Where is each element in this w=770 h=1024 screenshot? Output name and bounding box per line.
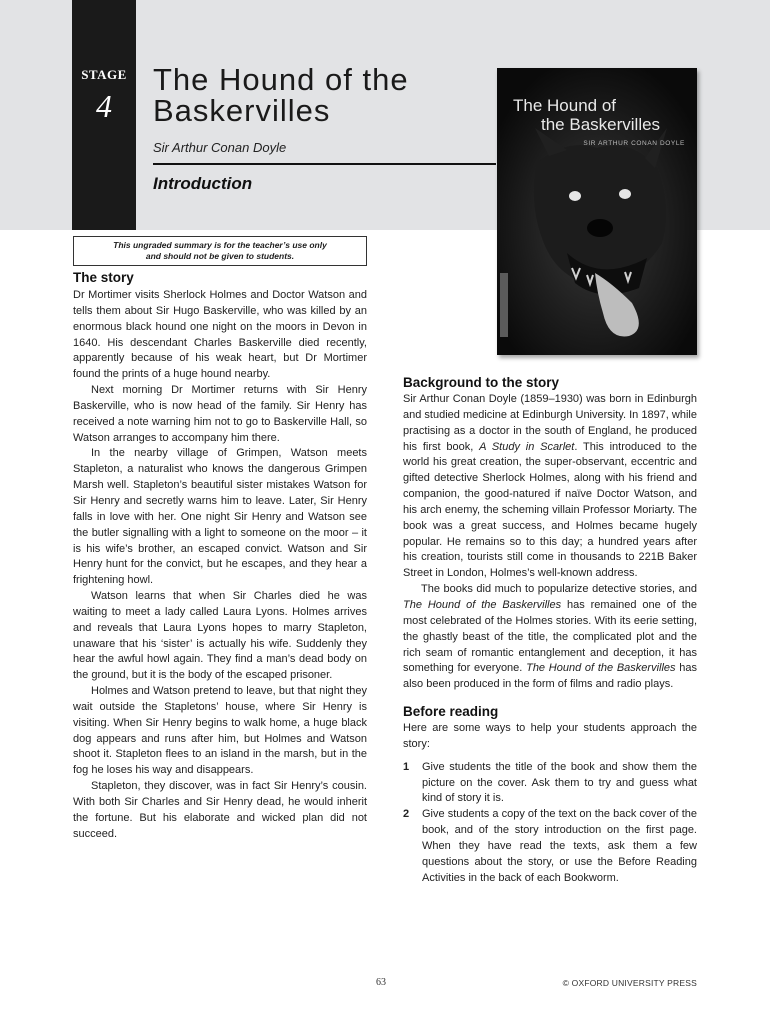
cover-spine-logo: [500, 273, 508, 337]
cover-author: SIR ARTHUR CONAN DOYLE: [583, 140, 685, 147]
book-title-italic-1: The Hound of the Baskervilles: [403, 598, 562, 611]
cover-title: [513, 96, 660, 134]
book-author: Sir Arthur Conan Doyle: [153, 140, 287, 155]
story-paragraph-2: Next morning Dr Mortimer returns with Sir Henry Baskerville, who is now head of the family. Sir Henry has received a note warning him not to go to Baskerville Hall, so Watson arranges to accompany him there.: [73, 384, 367, 444]
list-item-text: Give students the title of the book and show them the picture on the cover. Ask them to try and guess what kind of story it is.: [422, 760, 697, 805]
book-title: The Hound of the Baskervilles: [153, 62, 409, 128]
before-reading-heading: Before reading: [403, 704, 499, 720]
before-reading-intro: Here are some ways to help your students approach the story:: [403, 722, 697, 750]
book-title-a-study-in-scarlet: A Study in Scarlet: [479, 440, 575, 453]
list-item-number: 1: [403, 760, 410, 773]
background-p1-text-a: Sir Arthur Conan Doyle (1859–1930) was born in Edinburgh and studied medicine at Edinburgh University. In 1897, while practising as a doctor in the south of England, he produced his first book,: [403, 393, 697, 453]
story-paragraph-6: Stapleton, they discover, was in fact Sir Henry’s cousin. With both Sir Charles and Sir Henry dead, he would inherit the fortune. But his elaborate and wicked plan did not succeed.: [73, 780, 367, 840]
story-column: [73, 270, 367, 843]
before-reading-list: [403, 760, 697, 887]
stage-tab: [72, 0, 136, 230]
list-item: [403, 760, 697, 808]
title-rule: [153, 163, 496, 165]
book-cover-image: [497, 68, 697, 355]
notice-line-1: This ungraded summary is for the teacher’s use only: [113, 240, 327, 250]
teacher-notice: [73, 236, 367, 266]
book-title-italic-2: The Hound of the Baskervilles: [526, 662, 676, 675]
cover-title-line1: The Hound of: [513, 96, 617, 115]
list-item-number: 2: [403, 808, 410, 821]
background-p2-text-b: has remained one of the most celebrated of the Holmes stories. With its eerie setting, the ghastly beast of the title, the complicated plot and the rich seam of romantic entanglement and deception, it has something for everyone.: [403, 598, 697, 675]
stage-number: 4: [96, 88, 112, 124]
story-paragraph-1: Dr Mortimer visits Sherlock Holmes and Doctor Watson and tells them about Sir Hugo Baskerville, who was killed by an enormous black hound one night on the moors in Devon in 1640. His descendant Charles Baskerville died recently, apparently because of his weak heart, but Dr Mortimer found the prints of a huge hound nearby.: [73, 289, 367, 381]
list-item-text: Give students a copy of the text on the back cover of the book, and of the story introduction on the first page. When they have read the texts, ask them a few questions about the story, or use the Before Reading Activities in the back of each Bookworm.: [422, 808, 697, 884]
background-p2-text-a: The books did much to popularize detective stories, and: [421, 583, 697, 596]
background-p2-text-c: has also been produced in the form of films and radio plays.: [403, 662, 697, 691]
background-p1-text-b: . This introduced to the world his great creation, the super-observant, eccentric and gifted detective Sherlock Holmes, along with his friend and companion, the good-natured if naïve Doctor Watson, and his arch enemy, the scheming villain Professor Moriarty. The book was a great success, and Holmes became hugely popular. He remains so to this day; a hundred years after his creation, tourists still come in thousands to 221B Baker Street in London, Holmes’s well-known address.: [403, 440, 698, 580]
background-heading: Background to the story: [403, 375, 560, 390]
story-paragraph-5: Holmes and Watson pretend to leave, but that night they wait outside the Stapletons’ house, where Sir Henry is visiting. When Sir Henry begins to walk home, a huge black dog appears and runs after him, but Holmes and Watson shoot it. Stapleton flees to an island in the marsh, but in the fog he loses his way and disappears.: [73, 685, 367, 777]
list-item: [403, 807, 697, 886]
page-number: 63: [376, 977, 386, 988]
story-paragraph-3: In the nearby village of Grimpen, Watson meets Stapleton, a naturalist who knows the dangerous Grimpen Marsh well. Stapleton’s beautiful sister mistakes Watson for Sir Henry and secretly warns him to leave. Later, Sir Henry falls in love with her. One night Sir Henry and Watson see the butler signalling with a light to someone on the moor – it is his wife’s brother, an escaped convict. Watson and Sir Henry hunt for the convict, but he escapes, and they hear a frightening howl.: [73, 447, 367, 587]
background-paragraph-2: [403, 582, 697, 693]
background-paragraph-1: [403, 392, 697, 582]
story-heading: The story: [73, 270, 134, 285]
copyright-notice: © OXFORD UNIVERSITY PRESS: [562, 978, 697, 988]
stage-label: STAGE: [81, 67, 127, 82]
section-title: Introduction: [153, 174, 253, 193]
background-column: [403, 375, 697, 886]
cover-title-line2: the Baskervilles: [541, 115, 661, 134]
notice-line-2: and should not be given to students.: [145, 251, 295, 261]
story-paragraph-4: Watson learns that when Sir Charles died he was waiting to meet a lady called Laura Lyons. Holmes arrives and reveals that Laura Lyons hopes to marry Stapleton, unaware that his ‘sister’ is actually his wife. Suddenly they hear the awful howl again. They find a man’s dead body on the ground, but it is the body of the escaped prisoner.: [73, 590, 367, 682]
